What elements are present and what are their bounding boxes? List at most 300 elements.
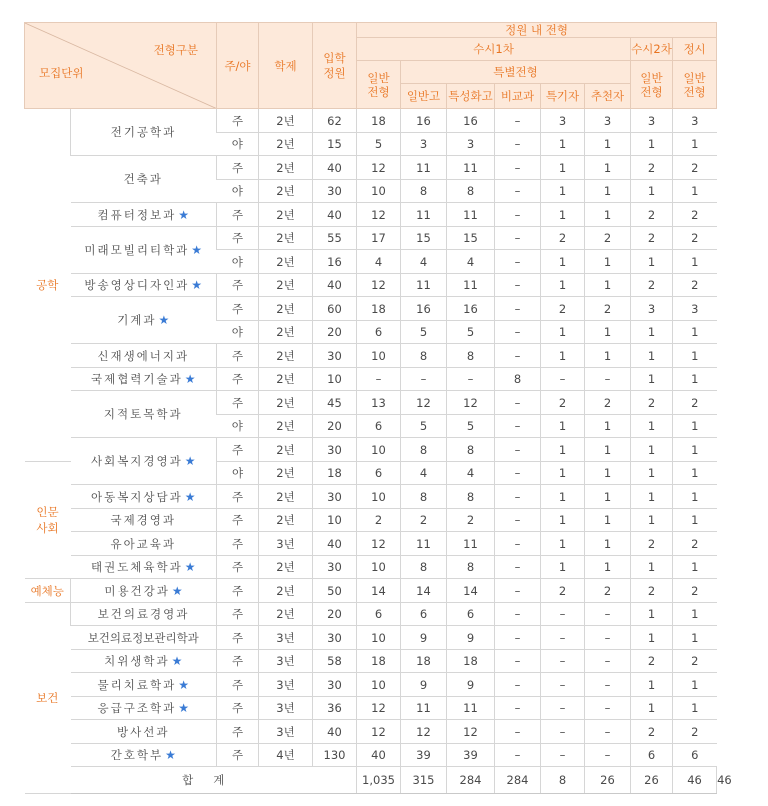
data-cell: 1 — [541, 485, 585, 509]
data-cell: 야 — [217, 132, 259, 156]
data-cell: 주 — [217, 391, 259, 415]
data-cell: 1 — [631, 179, 673, 203]
data-cell: 6 — [357, 602, 401, 626]
data-cell: 9 — [401, 626, 447, 650]
data-cell: 40 — [313, 720, 357, 744]
data-cell: – — [541, 673, 585, 697]
data-cell: 야 — [217, 414, 259, 438]
data-cell: – — [495, 673, 541, 697]
data-cell: 2년 — [259, 344, 313, 368]
total-cell: 315 — [401, 767, 447, 794]
susi2-general-header — [631, 61, 673, 109]
data-cell: 18 — [357, 297, 401, 321]
data-cell: 11 — [447, 532, 495, 556]
data-cell: 1 — [585, 532, 631, 556]
data-cell: 1 — [673, 461, 717, 485]
data-cell: 주 — [217, 203, 259, 227]
department-cell — [71, 156, 217, 203]
department-name: 사회복지경영과 — [90, 454, 183, 469]
table-row — [25, 226, 717, 250]
department-cell — [71, 532, 217, 556]
data-cell: 20 — [313, 602, 357, 626]
table-row — [25, 367, 717, 391]
data-cell: – — [495, 720, 541, 744]
data-cell: 1 — [631, 414, 673, 438]
data-cell: 5 — [447, 414, 495, 438]
data-cell: 3 — [673, 109, 717, 133]
data-cell: 12 — [401, 391, 447, 415]
data-cell: 2년 — [259, 109, 313, 133]
data-cell: 30 — [313, 344, 357, 368]
data-cell: 4 — [401, 461, 447, 485]
data-cell: 39 — [401, 743, 447, 767]
data-cell: 8 — [401, 344, 447, 368]
data-cell: 2 — [541, 226, 585, 250]
data-cell: 11 — [401, 156, 447, 180]
total-label-cell — [71, 767, 357, 794]
data-cell: 16 — [401, 109, 447, 133]
data-cell: 3년 — [259, 720, 313, 744]
data-cell: 14 — [401, 579, 447, 603]
data-cell: 40 — [313, 203, 357, 227]
data-cell: 18 — [357, 109, 401, 133]
data-cell: 2 — [447, 508, 495, 532]
category-cell: 보건 — [25, 602, 71, 794]
data-cell: 3년 — [259, 649, 313, 673]
data-cell: 2년 — [259, 297, 313, 321]
data-cell: 1 — [631, 673, 673, 697]
data-cell: 10 — [313, 367, 357, 391]
data-cell: – — [585, 673, 631, 697]
sub-col-header: 특성화고 — [447, 84, 495, 109]
star-icon: ★ — [165, 748, 176, 763]
data-cell: 야 — [217, 320, 259, 344]
department-name: 미용건강과 — [104, 583, 170, 598]
data-cell: – — [541, 626, 585, 650]
data-cell: – — [495, 508, 541, 532]
department-name: 아동복지상담과 — [90, 489, 183, 504]
data-cell: 1 — [673, 344, 717, 368]
data-cell: 13 — [357, 391, 401, 415]
data-cell: 1 — [585, 132, 631, 156]
data-cell: 1 — [585, 485, 631, 509]
data-cell: 1 — [673, 673, 717, 697]
table-row — [25, 626, 717, 650]
data-cell: 2년 — [259, 579, 313, 603]
data-cell: – — [495, 414, 541, 438]
data-cell: 12 — [357, 720, 401, 744]
data-cell: 1 — [673, 626, 717, 650]
data-cell: 16 — [401, 297, 447, 321]
data-cell: 12 — [357, 532, 401, 556]
data-cell: 5 — [401, 320, 447, 344]
data-cell: 1 — [631, 696, 673, 720]
data-cell: 1 — [541, 555, 585, 579]
data-cell: – — [495, 696, 541, 720]
data-cell: 1 — [631, 626, 673, 650]
data-cell: 2 — [585, 391, 631, 415]
data-cell: 11 — [401, 696, 447, 720]
department-cell — [71, 109, 217, 156]
data-cell: 5 — [447, 320, 495, 344]
data-cell: 2년 — [259, 555, 313, 579]
table-row — [25, 673, 717, 697]
data-cell: 11 — [401, 273, 447, 297]
department-cell — [71, 344, 217, 368]
data-cell: 1 — [541, 532, 585, 556]
data-cell: 1 — [673, 367, 717, 391]
data-cell: 2 — [673, 391, 717, 415]
total-cell: 26 — [631, 767, 673, 794]
data-cell: 3년 — [259, 626, 313, 650]
data-cell: – — [585, 720, 631, 744]
department-cell — [71, 203, 217, 227]
data-cell: 1 — [631, 508, 673, 532]
data-cell: 3 — [541, 109, 585, 133]
day-night-header: 주/야 — [217, 23, 259, 109]
table-row — [25, 156, 717, 180]
data-cell: – — [495, 579, 541, 603]
data-cell: 1 — [585, 203, 631, 227]
data-cell: 1 — [631, 485, 673, 509]
data-cell: 1 — [585, 320, 631, 344]
data-cell: 11 — [401, 532, 447, 556]
corner-header — [25, 23, 217, 109]
data-cell: 45 — [313, 391, 357, 415]
data-cell: 6 — [673, 743, 717, 767]
department-name: 방사선과 — [117, 724, 170, 739]
data-cell: 10 — [357, 438, 401, 462]
data-cell: – — [495, 297, 541, 321]
data-cell: 2 — [673, 156, 717, 180]
data-cell: 주 — [217, 508, 259, 532]
data-cell: 40 — [357, 743, 401, 767]
data-cell: 11 — [401, 203, 447, 227]
data-cell: 1 — [541, 414, 585, 438]
data-cell: 1 — [541, 273, 585, 297]
data-cell: 15 — [313, 132, 357, 156]
category-cell: 인문 사회 — [25, 461, 71, 579]
table-row — [25, 602, 717, 626]
table-row — [25, 203, 717, 227]
data-cell: 1 — [585, 555, 631, 579]
data-cell: 40 — [313, 273, 357, 297]
data-cell: 8 — [401, 485, 447, 509]
data-cell: 2년 — [259, 156, 313, 180]
department-name: 유아교육과 — [110, 536, 177, 551]
data-cell: – — [495, 649, 541, 673]
data-cell: – — [541, 743, 585, 767]
department-cell — [71, 743, 217, 767]
data-cell: 1 — [585, 156, 631, 180]
data-cell: 10 — [313, 508, 357, 532]
data-cell: 55 — [313, 226, 357, 250]
department-name: 신재생에너지과 — [97, 348, 190, 363]
susi2-header: 수시2차 — [631, 38, 673, 61]
data-cell: 주 — [217, 602, 259, 626]
data-cell: 1 — [631, 344, 673, 368]
total-cell: 46 — [673, 767, 717, 794]
department-cell — [71, 273, 217, 297]
department-cell — [71, 297, 217, 344]
data-cell: 주 — [217, 696, 259, 720]
data-cell: 12 — [357, 203, 401, 227]
data-cell: 야 — [217, 461, 259, 485]
table-row — [25, 297, 717, 321]
department-cell — [71, 602, 217, 626]
department-name: 간호학부 — [110, 748, 164, 763]
table-row — [25, 579, 717, 603]
data-cell: 1 — [585, 414, 631, 438]
data-cell: 8 — [495, 367, 541, 391]
data-cell: 1 — [673, 696, 717, 720]
data-cell: – — [495, 250, 541, 274]
data-cell: 주 — [217, 226, 259, 250]
data-cell: 1 — [541, 156, 585, 180]
data-cell: 2 — [401, 508, 447, 532]
data-cell: 1 — [541, 250, 585, 274]
department-cell — [71, 649, 217, 673]
data-cell: 2년 — [259, 414, 313, 438]
data-cell: 2년 — [259, 203, 313, 227]
data-cell: 2년 — [259, 320, 313, 344]
total-cell: 284 — [447, 767, 495, 794]
data-cell: 1 — [541, 508, 585, 532]
data-cell: 18 — [447, 649, 495, 673]
data-cell: 1 — [673, 179, 717, 203]
data-cell: 1 — [541, 438, 585, 462]
data-cell: 4 — [447, 461, 495, 485]
data-cell: – — [495, 344, 541, 368]
data-cell: 2년 — [259, 250, 313, 274]
data-cell: 6 — [357, 320, 401, 344]
department-cell — [71, 226, 217, 273]
data-cell: 20 — [313, 320, 357, 344]
data-cell: 1 — [541, 461, 585, 485]
data-cell: 18 — [357, 649, 401, 673]
data-cell: – — [357, 367, 401, 391]
department-name: 방송영상디자인과 — [84, 278, 190, 293]
data-cell: 주 — [217, 649, 259, 673]
data-cell: 야 — [217, 179, 259, 203]
star-icon: ★ — [178, 207, 189, 222]
data-cell: 주 — [217, 438, 259, 462]
data-cell: 1 — [673, 602, 717, 626]
data-cell: 3년 — [259, 673, 313, 697]
data-cell: 1 — [673, 132, 717, 156]
data-cell: 주 — [217, 367, 259, 391]
data-cell: 2 — [541, 579, 585, 603]
data-cell: – — [401, 367, 447, 391]
data-cell: – — [541, 649, 585, 673]
data-cell: 1 — [631, 367, 673, 391]
star-icon: ★ — [178, 701, 189, 716]
data-cell: – — [495, 391, 541, 415]
data-cell: 30 — [313, 555, 357, 579]
data-cell: 8 — [447, 555, 495, 579]
department-cell — [71, 720, 217, 744]
star-icon: ★ — [184, 372, 196, 387]
data-cell: 2 — [631, 391, 673, 415]
data-cell: 3 — [401, 132, 447, 156]
data-cell: 1 — [585, 273, 631, 297]
data-cell: 10 — [357, 555, 401, 579]
data-cell: 2 — [357, 508, 401, 532]
table-header — [25, 23, 717, 109]
data-cell: 1 — [631, 132, 673, 156]
data-cell: 30 — [313, 438, 357, 462]
data-cell: 4 — [357, 250, 401, 274]
data-cell: – — [585, 649, 631, 673]
department-name: 건축과 — [123, 172, 163, 187]
data-cell: – — [541, 367, 585, 391]
data-cell: 주 — [217, 485, 259, 509]
department-cell — [71, 485, 217, 509]
data-cell: 17 — [357, 226, 401, 250]
department-cell — [71, 696, 217, 720]
years-header: 학제 — [259, 23, 313, 109]
data-cell: 2 — [631, 203, 673, 227]
jungsi-general-text: 일반 전형 — [683, 70, 706, 99]
data-cell: – — [495, 438, 541, 462]
data-cell: 2 — [541, 391, 585, 415]
data-cell: – — [585, 696, 631, 720]
data-cell: 8 — [401, 179, 447, 203]
data-cell: – — [541, 602, 585, 626]
data-cell: 2년 — [259, 602, 313, 626]
data-cell: 8 — [447, 438, 495, 462]
department-name: 전기공학과 — [110, 125, 177, 140]
data-cell: 9 — [401, 673, 447, 697]
data-cell: 2년 — [259, 485, 313, 509]
data-cell: 1 — [541, 179, 585, 203]
category-cell: 공학 — [25, 109, 71, 462]
data-cell: 4년 — [259, 743, 313, 767]
data-cell: 1 — [631, 555, 673, 579]
data-cell: 3 — [447, 132, 495, 156]
sub-col-header: 특기자 — [541, 84, 585, 109]
data-cell: 10 — [357, 344, 401, 368]
data-cell: 50 — [313, 579, 357, 603]
data-cell: – — [495, 602, 541, 626]
data-cell: 2 — [673, 273, 717, 297]
table-row — [25, 344, 717, 368]
department-name: 국제협력기술과 — [90, 372, 183, 387]
special-header: 특별전형 — [401, 61, 631, 84]
data-cell: – — [495, 320, 541, 344]
data-cell: 2 — [631, 720, 673, 744]
data-cell: 62 — [313, 109, 357, 133]
table-row — [25, 438, 717, 462]
table-row — [25, 508, 717, 532]
data-cell: 주 — [217, 297, 259, 321]
star-icon: ★ — [184, 489, 196, 504]
data-cell: 야 — [217, 250, 259, 274]
data-cell: 2 — [673, 532, 717, 556]
data-cell: 9 — [447, 626, 495, 650]
data-cell: – — [585, 367, 631, 391]
data-cell: 15 — [447, 226, 495, 250]
data-cell: 12 — [447, 391, 495, 415]
data-cell: 30 — [313, 673, 357, 697]
data-cell: 11 — [447, 696, 495, 720]
admission-quota-table — [24, 22, 732, 794]
star-icon: ★ — [184, 454, 196, 469]
sub-col-header: 추천자 — [585, 84, 631, 109]
susi1-header: 수시1차 — [357, 38, 631, 61]
department-cell — [71, 367, 217, 391]
star-icon: ★ — [184, 560, 196, 575]
data-cell: 2년 — [259, 273, 313, 297]
data-cell: 6 — [357, 414, 401, 438]
data-cell: 1 — [673, 414, 717, 438]
data-cell: 1 — [541, 203, 585, 227]
data-cell: 주 — [217, 532, 259, 556]
data-cell: – — [447, 367, 495, 391]
table-row — [25, 649, 717, 673]
data-cell: – — [495, 626, 541, 650]
department-name: 응급구조학과 — [97, 701, 177, 716]
table-row — [25, 109, 717, 133]
susi1-general-text: 일반 전형 — [367, 70, 390, 99]
data-cell: 1 — [673, 508, 717, 532]
data-cell: – — [495, 485, 541, 509]
data-cell: 2년 — [259, 132, 313, 156]
data-cell: 주 — [217, 626, 259, 650]
department-name: 보건의료정보관리학과 — [87, 630, 199, 645]
data-cell: 2 — [631, 156, 673, 180]
data-cell: 18 — [313, 461, 357, 485]
data-cell: 1 — [631, 602, 673, 626]
data-cell: 1 — [541, 320, 585, 344]
data-cell: – — [495, 743, 541, 767]
department-name: 보건의료경영과 — [97, 607, 190, 622]
department-cell — [71, 579, 217, 603]
data-cell: 주 — [217, 273, 259, 297]
star-icon: ★ — [191, 278, 203, 293]
data-cell: 6 — [631, 743, 673, 767]
data-cell: 30 — [313, 179, 357, 203]
data-cell: – — [541, 696, 585, 720]
data-cell: 6 — [401, 602, 447, 626]
data-cell: 30 — [313, 626, 357, 650]
data-cell: 8 — [401, 438, 447, 462]
data-cell: 9 — [447, 673, 495, 697]
data-cell: – — [585, 743, 631, 767]
data-cell: 10 — [357, 179, 401, 203]
data-cell: 60 — [313, 297, 357, 321]
data-cell: 18 — [401, 649, 447, 673]
within-quota-header: 정원 내 전형 — [357, 23, 717, 38]
data-cell: 3 — [631, 297, 673, 321]
data-cell: 1 — [585, 461, 631, 485]
data-cell: 12 — [357, 273, 401, 297]
department-name: 치위생학과 — [104, 654, 170, 669]
data-cell: 주 — [217, 743, 259, 767]
data-cell: 2 — [631, 579, 673, 603]
data-cell: 1 — [631, 438, 673, 462]
data-cell: 5 — [401, 414, 447, 438]
department-name: 컴퓨터정보과 — [97, 207, 177, 222]
data-cell: 40 — [313, 532, 357, 556]
table-row — [25, 743, 717, 767]
data-cell: 14 — [357, 579, 401, 603]
data-cell: 36 — [313, 696, 357, 720]
data-cell: 주 — [217, 673, 259, 697]
data-cell: 130 — [313, 743, 357, 767]
star-icon: ★ — [178, 677, 189, 692]
data-cell: 1 — [585, 179, 631, 203]
